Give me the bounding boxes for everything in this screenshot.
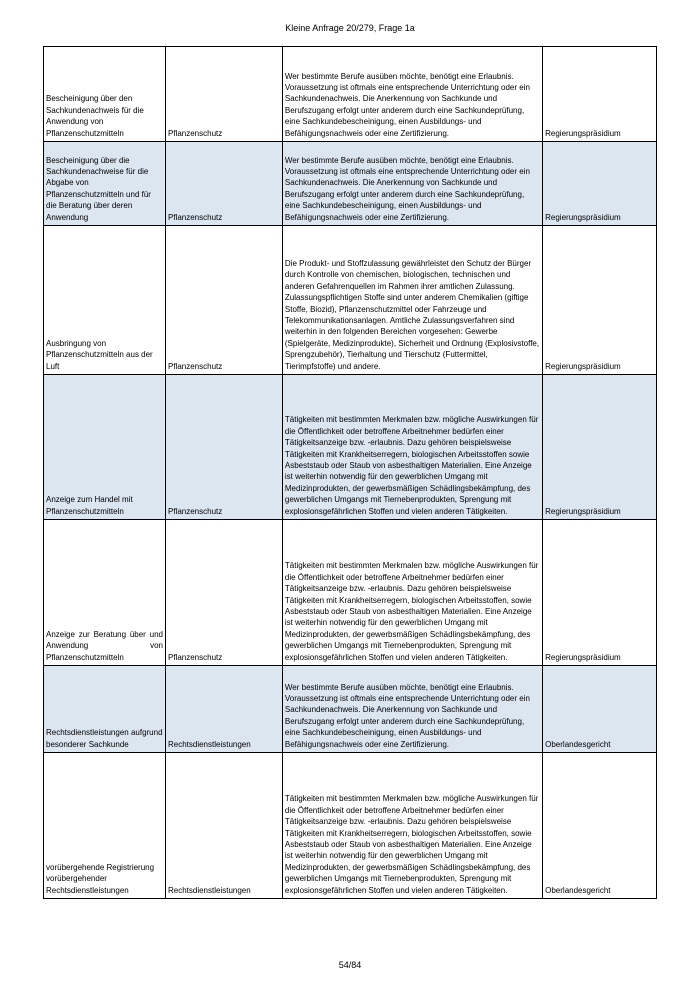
cell-description: Wer bestimmte Berufe ausüben möchte, benötigt eine Erlaubnis. Voraussetzung ist oftmals eine entsprechende Unterrichtung oder ein Sachkundenachweis. Die Anerkennung von Sachkunde und Berufszugang erfolgt unter anderem durch eine Sachkundeprüfung, eine Sachkundebescheinigung, einen Ausbildungs- und Befähigungsnachweis oder eine Zertifizierung.	[282, 666, 542, 753]
page-header: Kleine Anfrage 20/279, Frage 1a	[285, 23, 415, 33]
cell-authority: Oberlandesgericht	[543, 666, 657, 753]
cell-authority: Regierungspräsidium	[543, 47, 657, 142]
cell-area: Pflanzenschutz	[165, 226, 282, 375]
cell-service-name: Rechtsdienstleistungen aufgrund besonderer Sachkunde	[44, 666, 166, 753]
cell-description: Wer bestimmte Berufe ausüben möchte, benötigt eine Erlaubnis. Voraussetzung ist oftmals eine entsprechende Unterrichtung oder ein Sachkundenachweis. Die Anerkennung von Sachkunde und Berufszugang erfolgt unter anderem durch eine Sachkundeprüfung, eine Sachkundebescheinigung, einen Ausbildungs- und Befähigungsnachweis oder eine Zertifizierung.	[282, 47, 542, 142]
services-table	[43, 46, 657, 899]
cell-area: Pflanzenschutz	[165, 520, 282, 666]
table-row	[44, 666, 657, 753]
cell-authority: Regierungspräsidium	[543, 142, 657, 226]
cell-service-name: Anzeige zur Beratung über und Anwendung von Pflanzenschutzmitteln	[44, 520, 166, 666]
cell-service-name: Ausbringung von Pflanzenschutzmitteln aus der Luft	[44, 226, 166, 375]
cell-description: Die Produkt- und Stoffzulassung gewährleistet den Schutz der Bürger durch Kontrolle von chemischen, biologischen, technischen und anderen Gefahrenquellen im Rahmen ihrer amtlichen Zulassung. Zulassungspflichtigen Stoffe sind unter anderem Chemikalien (giftige Stoffe, Biozid), Pflanzenschutzmittel oder Fahrzeuge und Telekommunikationsanlagen. Amtliche Zulassungsverfahren sind weiterhin in den folgenden Bereichen vorgesehen: Gewerbe (Spielgeräte, Medizinprodukte), Sicherheit und Ordnung (Explosivstoffe, Sprengzubehör), Tierhaltung und Tierschutz (Futtermittel, Tierimpfstoffe) und andere.	[282, 226, 542, 375]
cell-area: Pflanzenschutz	[165, 47, 282, 142]
cell-authority: Regierungspräsidium	[543, 226, 657, 375]
cell-description: Wer bestimmte Berufe ausüben möchte, benötigt eine Erlaubnis. Voraussetzung ist oftmals eine entsprechende Unterrichtung oder ein Sachkundenachweis. Die Anerkennung von Sachkunde und Berufszugang erfolgt unter anderem durch eine Sachkundeprüfung, eine Sachkundebescheinigung, einen Ausbildungs- und Befähigungsnachweis oder eine Zertifizierung.	[282, 142, 542, 226]
cell-description: Tätigkeiten mit bestimmten Merkmalen bzw. mögliche Auswirkungen für die Öffentlichkeit oder betroffene Arbeitnehmer bedürfen einer Tätigkeitsanzeige bzw. -erlaubnis. Dazu gehören beispielsweise Tätigkeiten mit Krankheitserregern, biologischen Arbeitsstoffen, sowie Asbeststaub oder Staub von asbesthaltigen Materialien. Eine Anzeige ist weiterhin notwendig für den gewerblichen Umgang mit Medizinprodukten, der gewerbsmäßigen Schädlingsbekämpfung, des gewerblichen Umgangs mit Tiernebenprodukten, Sprengung mit explosionsgefährlichen Stoffen und vielen anderen Tätigkeiten.	[282, 520, 542, 666]
cell-area: Rechtsdienstleistungen	[165, 753, 282, 899]
table-row	[44, 753, 657, 899]
cell-service-name: Bescheinigung über den Sachkundenachweis für die Anwendung von Pflanzenschutzmitteln	[44, 47, 166, 142]
cell-authority: Regierungspräsidium	[543, 375, 657, 520]
cell-authority: Oberlandesgericht	[543, 753, 657, 899]
cell-service-name: Bescheinigung über die Sachkundenachweise für die Abgabe von Pflanzenschutzmitteln und für die Beratung über deren Anwendung	[44, 142, 166, 226]
cell-area: Rechtsdienstleistungen	[165, 666, 282, 753]
cell-authority: Regierungspräsidium	[543, 520, 657, 666]
table-row	[44, 226, 657, 375]
cell-service-name: vorübergehende Registrierung vorübergehender Rechtsdienstleistungen	[44, 753, 166, 899]
cell-description: Tätigkeiten mit bestimmten Merkmalen bzw. mögliche Auswirkungen für die Öffentlichkeit oder betroffene Arbeitnehmer bedürfen einer Tätigkeitsanzeige bzw. -erlaubnis. Dazu gehören beispielsweise Tätigkeiten mit Krankheitserregern, biologischen Arbeitsstoffen, sowie Asbeststaub oder Staub von asbesthaltigen Materialien. Eine Anzeige ist weiterhin notwendig für den gewerblichen Umgang mit Medizinprodukten, der gewerbsmäßigen Schädlingsbekämpfung, des gewerblichen Umgangs mit Tiernebenprodukten, Sprengung mit explosionsgefährlichen Stoffen und vielen anderen Tätigkeiten.	[282, 753, 542, 899]
cell-service-name: Anzeige zum Handel mit Pflanzenschutzmitteln	[44, 375, 166, 520]
table-row	[44, 375, 657, 520]
table-row	[44, 142, 657, 226]
cell-description: Tätigkeiten mit bestimmten Merkmalen bzw. mögliche Auswirkungen für die Öffentlichkeit oder betroffene Arbeitnehmer bedürfen einer Tätigkeitsanzeige bzw. -erlaubnis. Dazu gehören beispielsweise Tätigkeiten mit Krankheitserregern, biologischen Arbeitsstoffen sowie Asbeststaub oder Staub von asbesthaltigen Materialien. Eine Anzeige ist weiterhin notwendig für den gewerblichen Umgang mit Medizinprodukten, der gewerbsmäßigen Schädlingsbekämpfung, des gewerblichen Umgangs mit Tiernebenprodukten, Sprengung mit explosionsgefährlichen Stoffen und vielen anderen Tätigkeiten.	[282, 375, 542, 520]
page-number: 54/84	[338, 960, 362, 970]
cell-area: Pflanzenschutz	[165, 142, 282, 226]
cell-area: Pflanzenschutz	[165, 375, 282, 520]
table-row	[44, 520, 657, 666]
table-row	[44, 47, 657, 142]
